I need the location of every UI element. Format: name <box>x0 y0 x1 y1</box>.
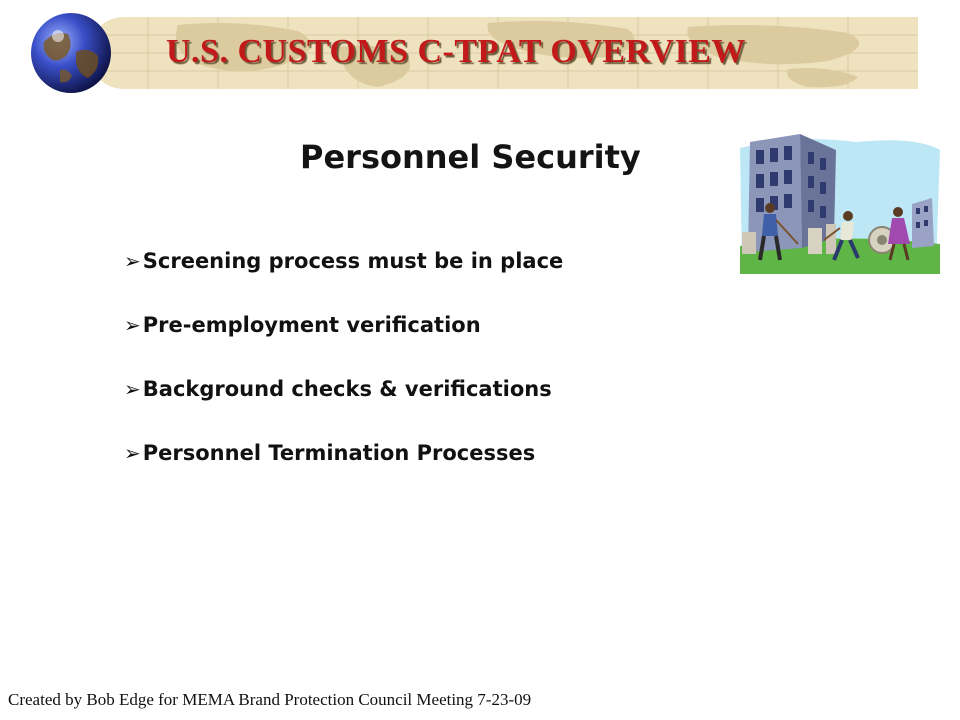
footer-credit: Created by Bob Edge for MEMA Brand Protection Council Meeting 7-23-09 <box>8 690 532 709</box>
list-item <box>124 308 563 372</box>
list-item <box>124 372 563 436</box>
bullet-list <box>124 244 563 500</box>
arrow-bullet-icon: ➢ <box>124 377 141 401</box>
list-item <box>124 244 563 308</box>
arrow-bullet-icon: ➢ <box>124 249 141 273</box>
bullet-text: Pre-employment verification <box>142 313 481 337</box>
arrow-bullet-icon: ➢ <box>124 313 141 337</box>
globe-icon <box>30 12 112 94</box>
bullet-text: Screening process must be in place <box>142 249 564 273</box>
bullet-text: Background checks & verifications <box>142 377 552 401</box>
header-banner <box>88 17 918 89</box>
slide-heading: Personnel Security <box>300 138 641 176</box>
list-item <box>124 436 563 500</box>
arrow-bullet-icon: ➢ <box>124 441 141 465</box>
presentation-title: U.S. CUSTOMS C-TPAT OVERVIEW <box>166 33 746 70</box>
bullet-text: Personnel Termination Processes <box>142 441 536 465</box>
construction-workers-clipart <box>736 128 942 276</box>
